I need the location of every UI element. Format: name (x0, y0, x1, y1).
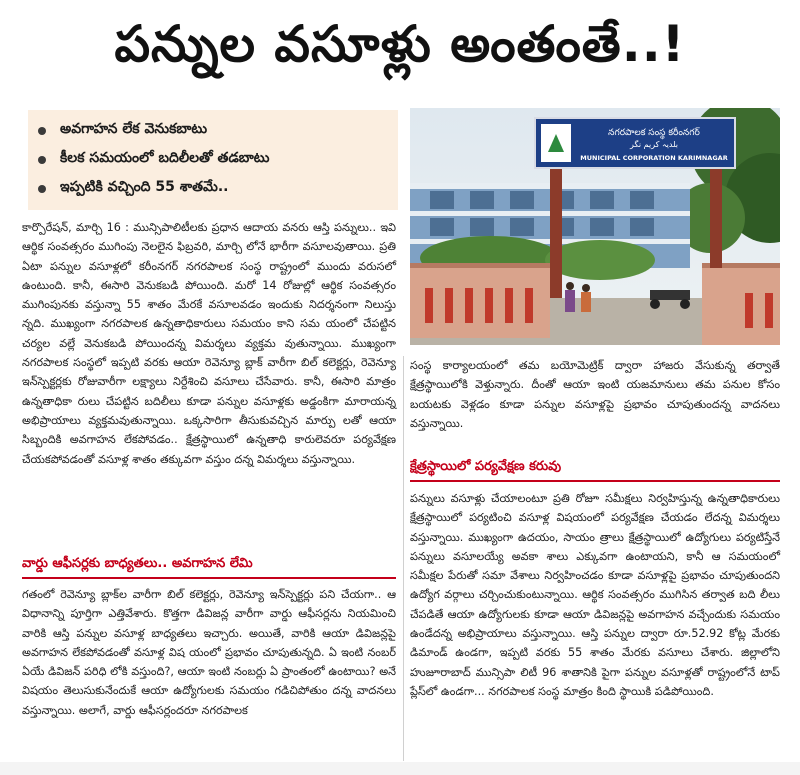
paragraph: కార్పొరేషన్, మార్చి 16 : మున్సిపాలిటీలకు ప్రధాన ఆదాయ వనరు ఆస్తి పన్నులు.. ఇవి ఆర్థిక సంవత్సరం ముగింపు నెలలైన ఫిబ్రవరి, మార్చి లోనే భారీగా వసూలవుతాయి. ప్రతి ఏటా పన్నుల వసూళ్లలో కరీంనగర్ నగరపాలక సంస్థ రాష్ట్రంలో ముందు వరుసలో ఉంటుంది. కానీ, ఈసారి వెనుకబడి పోయింది. మరో 14 రోజుల్లో ఆర్థిక సంవత్సరం ముగింపునకు వస్తున్నా 55 శాతం మేరకే వసూలవడం ఇందుకు నిదర్శనంగా నిలుస్తు న్నది. ముఖ్యంగా నగరపాలక ఉన్నతాధికారులు సమయం కాని సమ యంలో చేపట్టిన చర్యల వల్లే వెనుకబడి పోయిందన్న విమర్శలు వ్యక్తమ వుతున్నాయి. ముఖ్యంగా నగరపాలక సంస్థలో ఇప్పటి వరకు ఆయా రెవెన్యూ బ్లాక్ వారీగా బిల్ కలెక్టర్లు, రెవెన్యూ ఇన్‌స్పెక్టర్లకు రోజువారీగా లక్ష్యాలు నిర్దేశించి వసూలు చేసేవారు. కానీ, ఈసారి మాత్రం ఉన్నతాధికా రులు చేపట్టిన బదిలీలు కూడా పన్నుల వసూళ్లకు అడ్డంకిగా మారాయన్న అభిప్రాయాలు వ్యక్తమవుతున్నాయి. ఒక్కసారిగా తీసుకువచ్చిన మార్పు లతో ఆయా సిబ్బందికి అవగాహన లేకపోవడం.. క్షేత్రస్థాయిలో ఉన్నతాధి కారులెవరూ పర్యవేక్షణ చేయకపోవడంతో వసూళ్ల శాతం తక్కువగా వస్తుం దన్న విమర్శలు వస్తున్నాయి. (22, 221, 396, 466)
sign-english: MUNICIPAL CORPORATION KARIMNAGAR (580, 154, 728, 162)
body-text-right-2 (410, 489, 780, 701)
body-text-left-2 (22, 585, 396, 720)
paragraph: పన్నులు వసూళ్లు చేయాలంటూ ప్రతి రోజూ సమీక్షలు నిర్వహిస్తున్న ఉన్నతాధికారులు క్షేత్రస్థాయిలో పర్యటించి వసూళ్ల విషయంలో పర్యవేక్షణ చేయడం లేదన్న విమర్శలు వస్తున్నాయి. ముఖ్యంగా ఉదయం, సాయం త్రాలు క్షేత్రస్థాయిలో ఉద్యోగులు పర్యటిస్తేనే పన్నులు వసూలయ్యే అవకా శాలు ఎక్కువగా ఉంటాయని, కానీ ఆ సమయంలో సమీక్షల పేరుతో సమా వేశాలు నిర్వహించడం కూడా వసూళ్లపై ప్రభావం చూపుతుందని ఉద్యోగ వర్గాలు చర్చించుకుంటున్నాయి. ఆర్థిక సంవత్సరం ముగిసిన తర్వాత బది లీలు చేపడితే ఆయా ఉద్యోగులకు కూడా ఆయా డివిజన్లపై అవగాహన వచ్చేందుకు సమయం ఉండేదన్న అభిప్రాయాలు వస్తున్నాయి. ఆస్తి పన్నుల ద్వారా రూ.52.92 కోట్ల మేరకు డిమాండ్ ఉండగా, ఇప్పటి వరకు 55 శాతం మేరకు వసూలు చేశారు. జిల్లాలోని హుజూరాబాద్ మున్సిపా లిటీ 96 శాతానికి పైగా పన్నుల వసూళ్లతో రాష్ట్రంలోనే టాప్ ప్లేస్‌లో ఉండగా... నగరపాలక సంస్థ మాత్రం కింది స్థాయికి పడిపోయింది. (410, 492, 780, 698)
highlights-box (28, 110, 398, 210)
subheading-ward-officers: వార్డు ఆఫీసర్లకు బాధ్యతలు.. అవగాహన లేమి (22, 553, 396, 579)
highlight-text: అవగాహన లేక వెనుకబాటు (60, 121, 208, 137)
highlight-item (38, 145, 388, 174)
bullet-dot-icon (38, 185, 46, 193)
bullet-dot-icon (38, 127, 46, 135)
bullet-dot-icon (38, 156, 46, 164)
highlight-item (38, 116, 388, 145)
highlight-text: కీలక సమయంలో బదిలీలతో తడబాటు (60, 150, 270, 166)
building-photo-illustration (410, 108, 780, 345)
page-bottom-edge (0, 762, 800, 775)
body-text-right-1 (410, 356, 780, 433)
paragraph: సంస్థ కార్యాలయంలో తమ బయోమెట్రిక్ ద్వారా హాజరు వేసుకున్న తర్వాతే క్షేత్రస్థాయిలోకి వెళ్తున్నారు. దీంతో ఆయా ఇంటి యజమానులు తమ పనుల కోసం బయటకు వెళ్లడం కూడా పన్నుల వసూళ్లపై ప్రభావం చూపుతుందన్న వాదనలు వస్తున్నాయి. (410, 359, 780, 430)
headline: పన్నుల వసూళ్లు అంతంతే..! (114, 14, 686, 73)
municipal-office-photo (410, 108, 780, 345)
paragraph: గతంలో రెవెన్యూ బ్లాక్‌ల వారీగా బిల్ కలెక్టర్లు, రెవెన్యూ ఇన్‌స్పెక్టర్లు పని చేయగా.. ఆ విధానాన్ని పూర్తిగా ఎత్తివేశారు. కొత్తగా డివిజన్ల వారీగా వార్డు ఆఫీసర్లను నియమించి వారికి ఆస్తి పన్నుల వసూళ్ల బాధ్యతలు ఇచ్చారు. అయితే, వారికి ఆయా డివిజన్లపై అవగాహన లేకపోవడంతో వసూళ్ల విష యంలో ప్రభావం చూపుతున్నది. ఏ ఇంటి నంబర్ ఏయే డివిజన్ పరిధి లోకి వస్తుంది?, ఆయా ఇంటి నంబర్లు ఏ ప్రాంతంలో ఉంటాయి? అనే విషయం తెలుసుకునేందుకే ఆయా ఉద్యోగులకు సమయం గడిచిపోతుం దన్న వాదనలు వస్తున్నాయి. అలాగే, వార్డు ఆఫీసర్లందరూ నగరపాలక (22, 588, 396, 717)
highlight-item (38, 174, 388, 203)
highlight-text: ఇప్పటికి వచ్చింది 55 శాతమే.. (60, 179, 229, 195)
body-text-left-1 (22, 218, 396, 469)
subheading-field-supervision: క్షేత్రస్థాయిలో పర్యవేక్షణ కరువు (410, 456, 780, 482)
sign-urdu: بلدیہ کریم نگر (630, 140, 678, 149)
column-divider (403, 356, 404, 761)
sign-telugu: నగరపాలక సంస్థ కరీంనగర్ (608, 128, 700, 138)
